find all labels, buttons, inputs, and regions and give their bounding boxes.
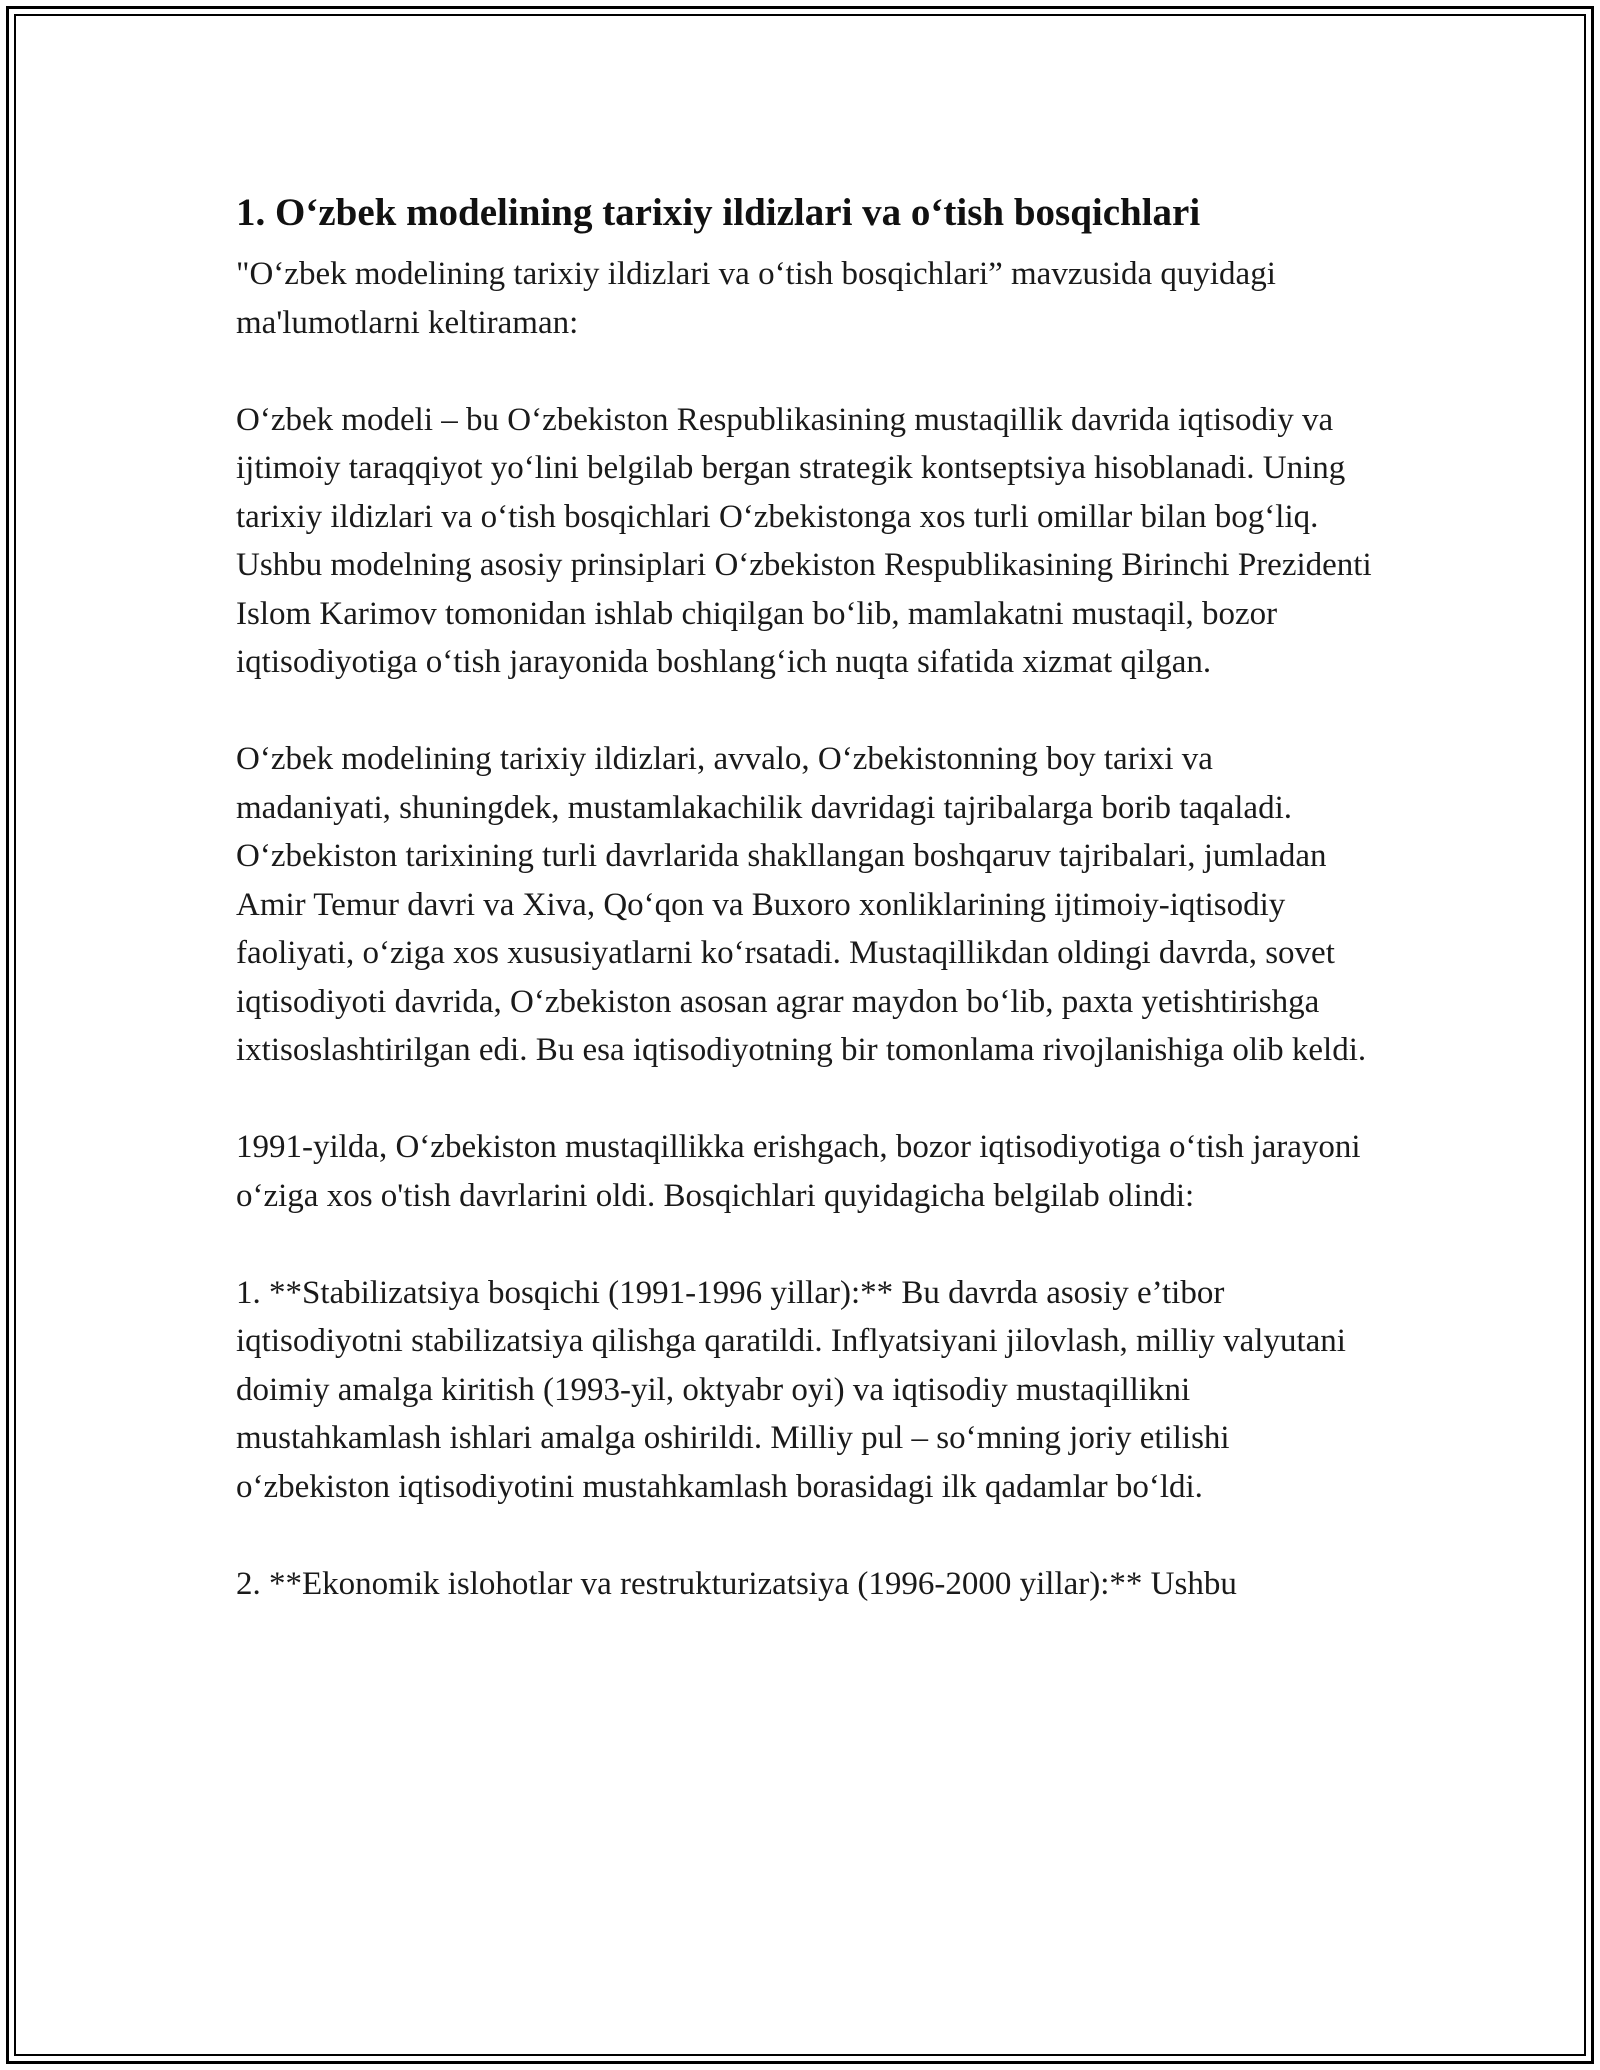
document-body [236, 186, 1376, 1657]
list-item-reforms: 2. **Ekonomik islohotlar va restrukturizatsiya (1996-2000 yillar):** Ushbu [236, 1565, 1237, 1602]
list-item-stabilization: 1. **Stabilizatsiya bosqichi (1991-1996 yillar):** Bu davrda asosiy e’tibor iqtisodiyotni stabilizatsiya qilishga qaratildi. Inflyatsiyani jilovlash, milliy valyutani doimiy amalga kiritish (1993-yil, oktyabr oyi) va iqtisodiy mustaqillikni mustahkamlash ishlari amalga oshirildi. Milliy pul – soʻmning joriy etilishi oʻzbekiston iqtisodiyotini mustahkamlash borasidagi ilk qadamlar boʻldi. [236, 1274, 1346, 1505]
intro-paragraph: "Oʻzbek modelining tarixiy ildizlari va oʻtish bosqichlari” mavzusida quyidagi ma'lumotlarni keltiraman: [236, 256, 1276, 341]
model-definition-paragraph: Oʻzbek modeli – bu Oʻzbekiston Respublikasining mustaqillik davrida iqtisodiy va ijtimoiy taraqqiyot yoʻlini belgilab bergan strategik kontseptsiya hisoblanadi. Uning tarixiy ildizlari va oʻtish bosqichlari Oʻzbekistonga xos turli omillar bilan bogʻliq. Ushbu modelning asosiy prinsiplari Oʻzbekiston Respublikasining Birinchi Prezidenti Islom Karimov tomonidan ishlab chiqilgan boʻlib, mamlakatni mustaqil, bozor iqtisodiyotiga oʻtish jarayonida boshlangʻich nuqta sifatida xizmat qilgan. [236, 401, 1372, 680]
independence-paragraph: 1991-yilda, Oʻzbekiston mustaqillikka erishgach, bozor iqtisodiyotiga oʻtish jarayoni oʻziga xos o'tish davrlarini oldi. Bosqichlari quyidagicha belgilab olindi: [236, 1129, 1361, 1214]
historical-roots-paragraph: Oʻzbek modelining tarixiy ildizlari, avvalo, Oʻzbekistonning boy tarixi va madaniyati, shuningdek, mustamlakachilik davridagi tajribalarga borib taqaladi. Oʻzbekiston tarixining turli davrlarida shakllangan boshqaruv tajribalari, jumladan Amir Temur davri va Xiva, Qoʻqon va Buxoro xonliklarining ijtimoiy-iqtisodiy faoliyati, oʻziga xos xususiyatlarni koʻrsatadi. Mustaqillikdan oldingi davrda, sovet iqtisodiyoti davrida, Oʻzbekiston asosan agrar maydon boʻlib, paxta yetishtirishga ixtisoslashtirilgan edi. Bu esa iqtisodiyotning bir tomonlama rivojlanishiga olib keldi. [236, 741, 1367, 1068]
document-title: 1. Oʻzbek modelining tarixiy ildizlari va oʻtish bosqichlari [236, 191, 1201, 234]
